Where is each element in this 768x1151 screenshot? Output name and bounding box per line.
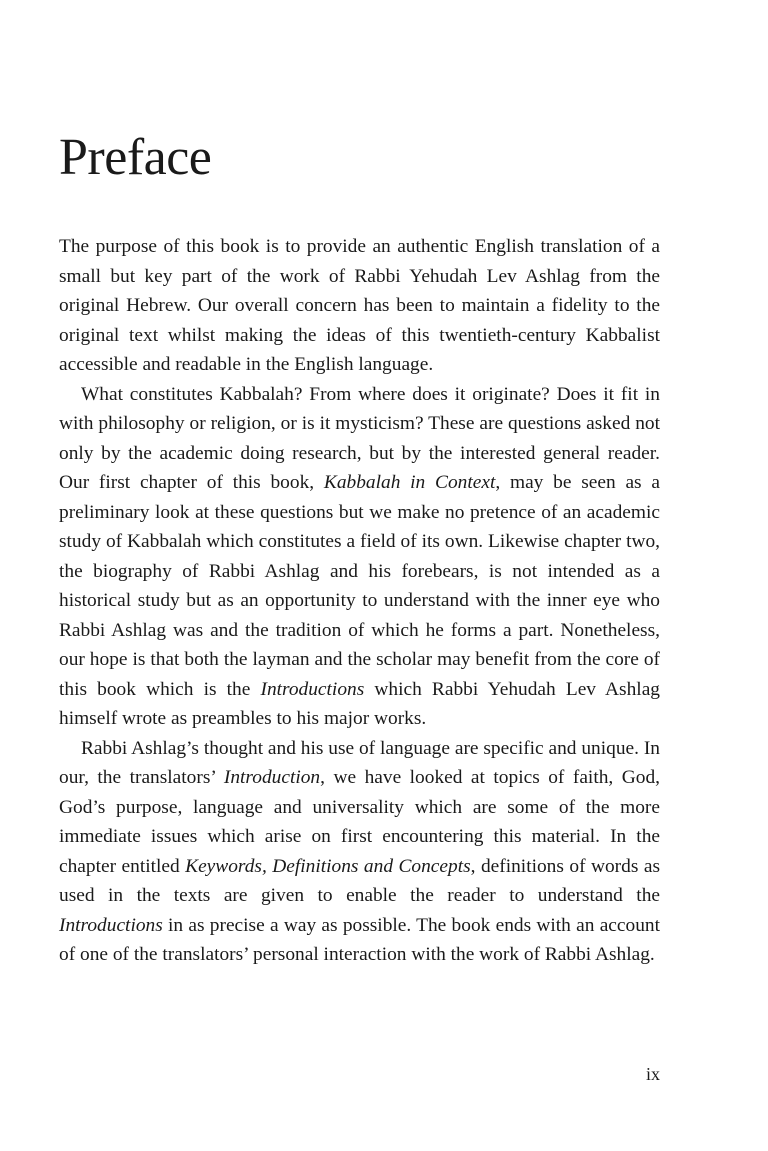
italic-title-introduction: Introduction <box>223 767 321 788</box>
paragraph-2-text: which Rabbi Yehudah Lev Ashlag himself wrote as preambles to his major works. <box>59 678 660 729</box>
paragraph-2-text: , may be seen as a preliminary look at these questions but we make no pretence of an academic study of Kabbalah which constitutes a field of its own. Likewise chapter two, the biography of Rabbi Ashlag and his forebears, is not intended as a historical study but as an opportunity to understand with the inner eye who Rabbi Ashlag was and the tradition of which he forms a part. Nonetheless, our hope is that both the layman and the scholar may benefit from the core of this book which is the <box>59 472 660 700</box>
paragraph-3-text: , definitions of words as used in the texts are given to enable the reader to understand the <box>59 855 660 906</box>
paragraph-3 <box>59 734 660 970</box>
page-title: Preface <box>59 129 212 186</box>
italic-title-keywords: Keywords, Definitions and Concepts <box>185 855 471 877</box>
paragraph-1 <box>59 232 660 380</box>
page-number: ix <box>645 1064 660 1084</box>
italic-title-introductions: Introductions <box>59 914 163 936</box>
italic-title-introductions: Introductions <box>260 678 365 700</box>
paragraph-3-text: in as precise a way as possible. The book ends with an account of one of the translators’ personal interaction with the work of Rabbi Ashlag. <box>59 914 660 965</box>
paragraph-2-text: What constitutes Kabbalah? From where does it originate? Does it fit in with philosophy or religion, or is it mysticism? These are questions asked not only by the academic doing research, but by the interested general reader. Our first chapter of this book, <box>59 383 660 493</box>
book-page <box>59 0 660 1151</box>
paragraph-2 <box>59 380 660 734</box>
paragraph-1-text: The purpose of this book is to provide an authentic English translation of a small but key part of the work of Rabbi Yehudah Lev Ashlag from the original Hebrew. Our overall concern has been to maintain a fidelity to the original text whilst making the ideas of this twentieth-century Kabbalist accessible and readable in the English language. <box>59 236 660 375</box>
paragraph-3-text: Rabbi Ashlag’s thought and his use of language are specific and unique. In our, the translators’ <box>59 737 660 788</box>
italic-title-kabbalah-in-context: Kabbalah in Context <box>323 472 496 493</box>
preface-body <box>59 232 660 970</box>
paragraph-3-text: , we have looked at topics of faith, God, God’s purpose, language and universality which are some of the more immediate issues which arise on first encountering this material. In the chapter entitled <box>59 767 660 877</box>
